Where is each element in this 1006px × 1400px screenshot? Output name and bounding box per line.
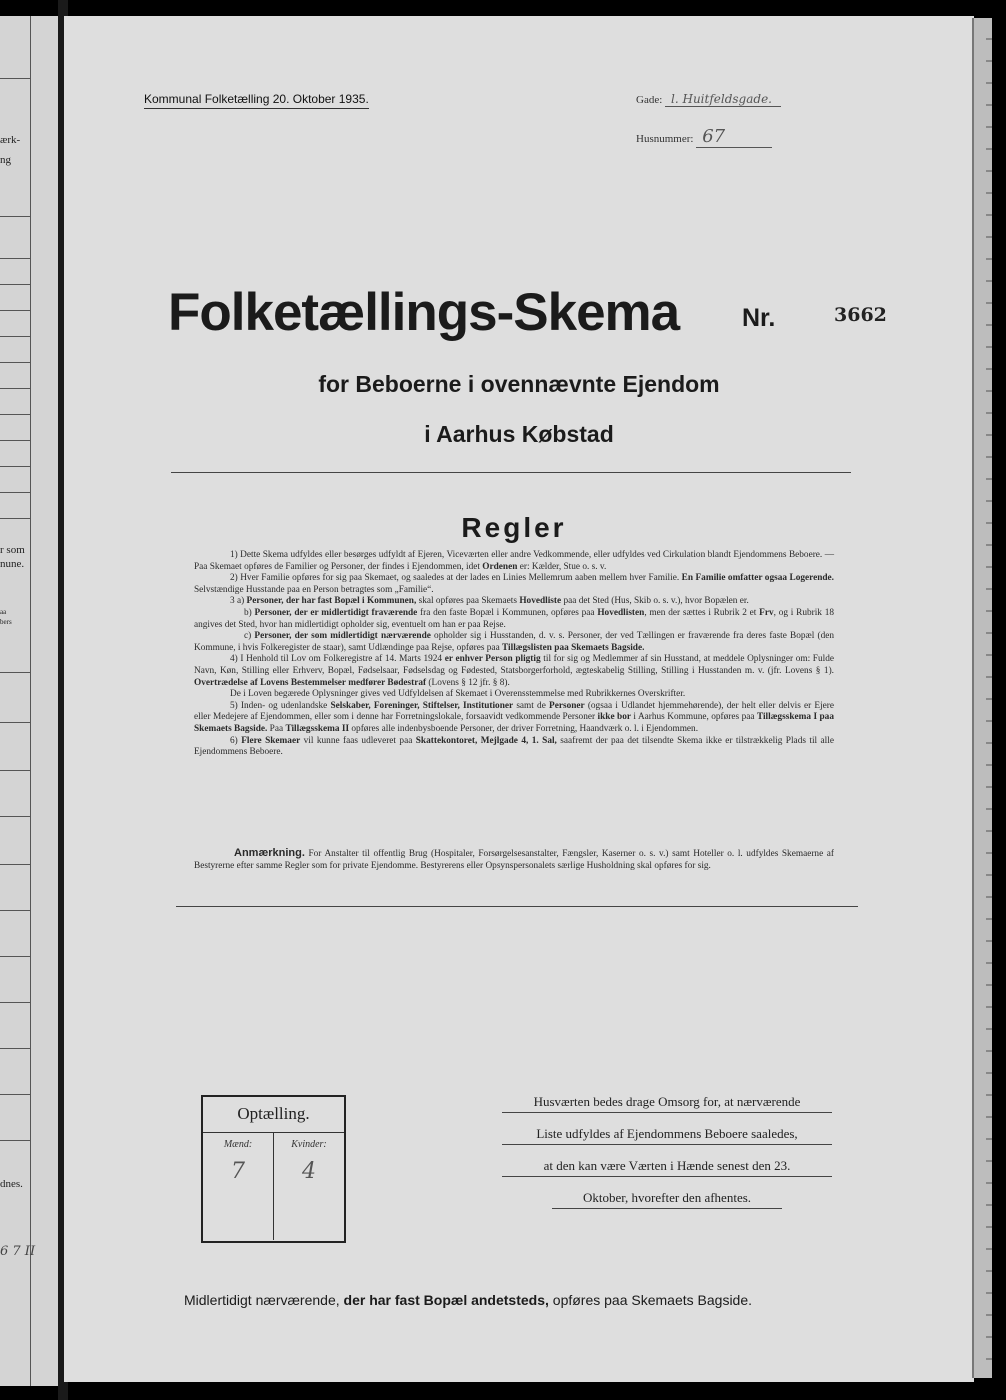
anmaerkning-label: Anmærkning. (234, 847, 305, 859)
left-rule (0, 910, 30, 911)
left-rule (0, 1094, 30, 1095)
rule-emphasis: Frv (759, 607, 774, 618)
rule-paragraph (194, 689, 834, 701)
form-number: 3662 (834, 304, 887, 326)
left-rule (0, 722, 30, 723)
rule-text: (Lovens § 12 jfr. § 8). (426, 677, 510, 688)
footer-pre: Midlertidigt nærværende, (184, 1292, 340, 1308)
notice-line: Husværten bedes drage Omsorg for, at nærværende (502, 1094, 832, 1113)
left-fragment: dnes. (0, 1178, 23, 1190)
rule-text: 4) I Henhold til Lov om Folkeregistre af 14. Marts 1924 (230, 654, 445, 665)
rule-emphasis: Selskaber, Foreninger, Stiftelser, Institutioner (330, 700, 514, 711)
form-subtitle: for Beboerne i ovennævnte Ejendom (318, 371, 720, 397)
count-box (201, 1095, 346, 1243)
men-column (203, 1133, 273, 1240)
rule-text: 2) Hver Familie opføres for sig paa Skemaet, og saaledes at der lades en Linies Mellemrum aaben mellem hver Familie. (230, 573, 682, 584)
rule-text: samt de (513, 700, 550, 711)
rule-text: De i Loven begærede Oplysninger gives ved Udfyldelsen af Skemaet i Overensstemmelse med Rubrikkernes Overskrifter. (230, 689, 686, 700)
rule-emphasis: Flere Skemaer (241, 735, 301, 746)
footer-note (184, 1292, 752, 1308)
rule-emphasis: Hovedliste (519, 596, 562, 607)
men-count: 7 (231, 1159, 245, 1184)
rule-text: paa det Sted (Hus, Skib o. s. v.), hvor Bopælen er. (561, 596, 749, 607)
rule-emphasis: Personer, der er midlertidigt fraværende (254, 607, 418, 618)
count-box-title: Optælling. (203, 1097, 344, 1133)
left-handwriting: 6 7 II (0, 1244, 36, 1259)
left-rule (0, 310, 30, 311)
rule-text: , men der sættes i Rubrik 2 et (644, 607, 760, 618)
rule-paragraph (194, 596, 834, 608)
rule-emphasis: Tillægsskema II (285, 723, 350, 734)
rule-text: 3 a) (230, 596, 247, 607)
rule-emphasis: Skattekontoret, Mejlgade 4, 1. Sal, (415, 735, 557, 746)
left-page-fragment (0, 16, 62, 1386)
left-rule (0, 284, 30, 285)
men-label: Mænd: (223, 1139, 253, 1150)
street-value: l. Huitfeldsgade. (671, 92, 772, 106)
rule-text: opholder sig i Husstanden, d. v. s. Personer, der ved Tællingen er fraværende fra deres faste Bopæl (den Kommune, i hvis Folkeregister de staar), samt Udlændinge paa Rejse, opføres paa (194, 631, 835, 653)
house-number-label: Husnummer: (636, 133, 694, 145)
left-rule (0, 672, 30, 673)
rule-text: c) (244, 631, 255, 642)
street-value-line (665, 92, 781, 107)
left-rule (0, 440, 30, 441)
left-rule (0, 258, 30, 259)
rule-paragraph (194, 631, 834, 654)
left-rule (0, 388, 30, 389)
right-page-edges (972, 18, 992, 1378)
left-fragment: aa (0, 608, 7, 616)
rule-emphasis: Personer (549, 700, 585, 711)
rule-emphasis: Tillægsskema I paa Skemaets Bagside. (194, 712, 834, 734)
form-title: Folketællings-Skema (168, 283, 680, 342)
left-rule (0, 336, 30, 337)
left-rule (0, 492, 30, 493)
form-subtitle-city: i Aarhus Købstad (424, 421, 614, 447)
rule-text: Paa (267, 723, 286, 734)
rule-emphasis: er enhver Person pligtig (444, 654, 541, 665)
rule-text: 6) (230, 735, 242, 746)
left-fragment: ærk- (0, 134, 21, 146)
divider (171, 472, 851, 473)
left-rule (0, 414, 30, 415)
left-rule (0, 956, 30, 957)
left-page-vertical-rule (30, 16, 31, 1386)
rules-heading: Regler (461, 512, 567, 543)
landlord-notice (502, 1094, 832, 1222)
rule-text: i Aarhus Kommune, opføres paa (630, 712, 757, 723)
left-rule (0, 518, 30, 519)
rule-emphasis: En Familie omfatter ogsaa Logerende. (681, 573, 834, 584)
rule-paragraph (194, 573, 834, 596)
left-rule (0, 1140, 30, 1141)
rule-text: 1) Dette Skema udfyldes eller besørges udfyldt af Ejeren, Viceværten eller andre Vedkommende, eller udfyldes ved Cirkulation blandt Ejendommens Beboere. — Paa Skemaet opføres de Familier og Personer, der findes i Ejendommen, idet (194, 550, 834, 572)
house-number-value-line (696, 126, 772, 148)
rule-emphasis: Ordenen (482, 561, 518, 572)
street-label: Gade: (636, 94, 663, 106)
left-fragment: nune. (0, 558, 25, 570)
rule-emphasis: ikke bor (597, 712, 631, 723)
house-number-row (636, 126, 772, 148)
rule-paragraph (194, 608, 834, 631)
anmaerkning-note (194, 848, 834, 872)
left-rule (0, 216, 30, 217)
rule-text: fra den faste Bopæl i Kommunen, opføres paa (417, 607, 598, 618)
left-rule (0, 816, 30, 817)
rules-body (194, 550, 834, 759)
rule-emphasis: Tillægslisten paa Skemaets Bagside. (502, 642, 645, 653)
rule-text: til for sig og Medlemmer af sin Husstand, at meddele Oplysninger om: Fulde Navn, Køn, Stilling eller Erhverv, Bopæl, Fødselsaar, Fødselsdag og Fødested, Statsborgerforhold, ægteskabelig Stilling, Stilling i Husstanden m. v. (jfr. Lovens § 1). (194, 654, 834, 676)
census-header: Kommunal Folketælling 20. Oktober 1935. (144, 92, 369, 109)
rule-emphasis: Hovedlisten (597, 607, 645, 618)
rule-text: vil kunne faas udleveret paa (300, 735, 416, 746)
notice-line: Oktober, hvorefter den afhentes. (552, 1190, 782, 1209)
left-fragment: r som (0, 544, 25, 556)
women-count: 4 (302, 1159, 316, 1184)
rule-text: skal opføres paa Skemaets (416, 596, 520, 607)
left-fragment: bers (0, 618, 12, 626)
left-rule (0, 362, 30, 363)
anmaerkning-text: For Anstalter til offentlig Brug (Hospitaler, Forsørgelsesanstalter, Fængsler, Kaserner o. s. v.) samt Hoteller o. l. udfyldes Skemaerne af Bestyrerne efter samme Regler som for private Ejendomme. Bestyrerens eller Opsynspersonalets særlige Husholdning skal opføres for sig. (194, 849, 834, 871)
left-rule (0, 770, 30, 771)
rule-text: saafremt der paa det tilsendte Skema ikke er tilstrækkelig Plads til alle Ejendommens Beboere. (194, 735, 834, 758)
left-rule (0, 466, 30, 467)
women-label: Kvinder: (291, 1139, 327, 1150)
left-rule (0, 864, 30, 865)
rule-emphasis: Overtrædelse af Lovens Bestemmelser medfører Bødestraf (194, 677, 427, 688)
rule-text: opføres alle indenbysboende Personer, der driver Forretning, Haandværk o. l. i Ejendommen. (349, 723, 699, 734)
footer-bold: der har fast Bopæl andetsteds, (343, 1292, 549, 1308)
rule-paragraph (194, 701, 834, 736)
street-row (636, 92, 781, 107)
rule-emphasis: Personer, der som midlertidigt nærværende (254, 631, 431, 642)
rule-emphasis: Personer, der har fast Bopæl i Kommunen, (246, 596, 417, 607)
left-rule (0, 1048, 30, 1049)
house-number-value: 67 (702, 126, 726, 147)
women-column (273, 1133, 344, 1240)
divider (176, 906, 858, 907)
census-form-page (64, 16, 974, 1382)
rule-paragraph (194, 550, 834, 573)
rule-text: (ogsaa i Udlandet hjemmehørende), der helt eller delvis er Ejere eller Medejere af Ejendommen, eller som i denne har Forretningslokale, forsaavidt vedkommende Personer (194, 700, 835, 723)
rule-text: 5) Inden- og udenlandske (230, 700, 331, 711)
rule-text: er: Kælder, Stue o. s. v. (517, 561, 607, 572)
notice-line: at den kan være Værten i Hænde senest den 23. (502, 1158, 832, 1177)
rule-paragraph (194, 654, 834, 689)
form-number-label: Nr. (742, 304, 776, 332)
rule-text: b) (244, 607, 255, 618)
left-fragment: ng (0, 154, 11, 166)
left-rule (0, 78, 30, 79)
rule-paragraph (194, 736, 834, 759)
rule-text: Selvstændige Husstande paa en Person betragtes som „Familie“. (194, 584, 434, 595)
left-rule (0, 1002, 30, 1003)
notice-line: Liste udfyldes af Ejendommens Beboere saaledes, (502, 1126, 832, 1145)
footer-post: opføres paa Skemaets Bagside. (552, 1292, 753, 1308)
rule-text: , og i Rubrik 18 angives det Sted, hvor han midlertidigt opholder sig, eventuelt om han er paa Rejse. (194, 607, 835, 630)
